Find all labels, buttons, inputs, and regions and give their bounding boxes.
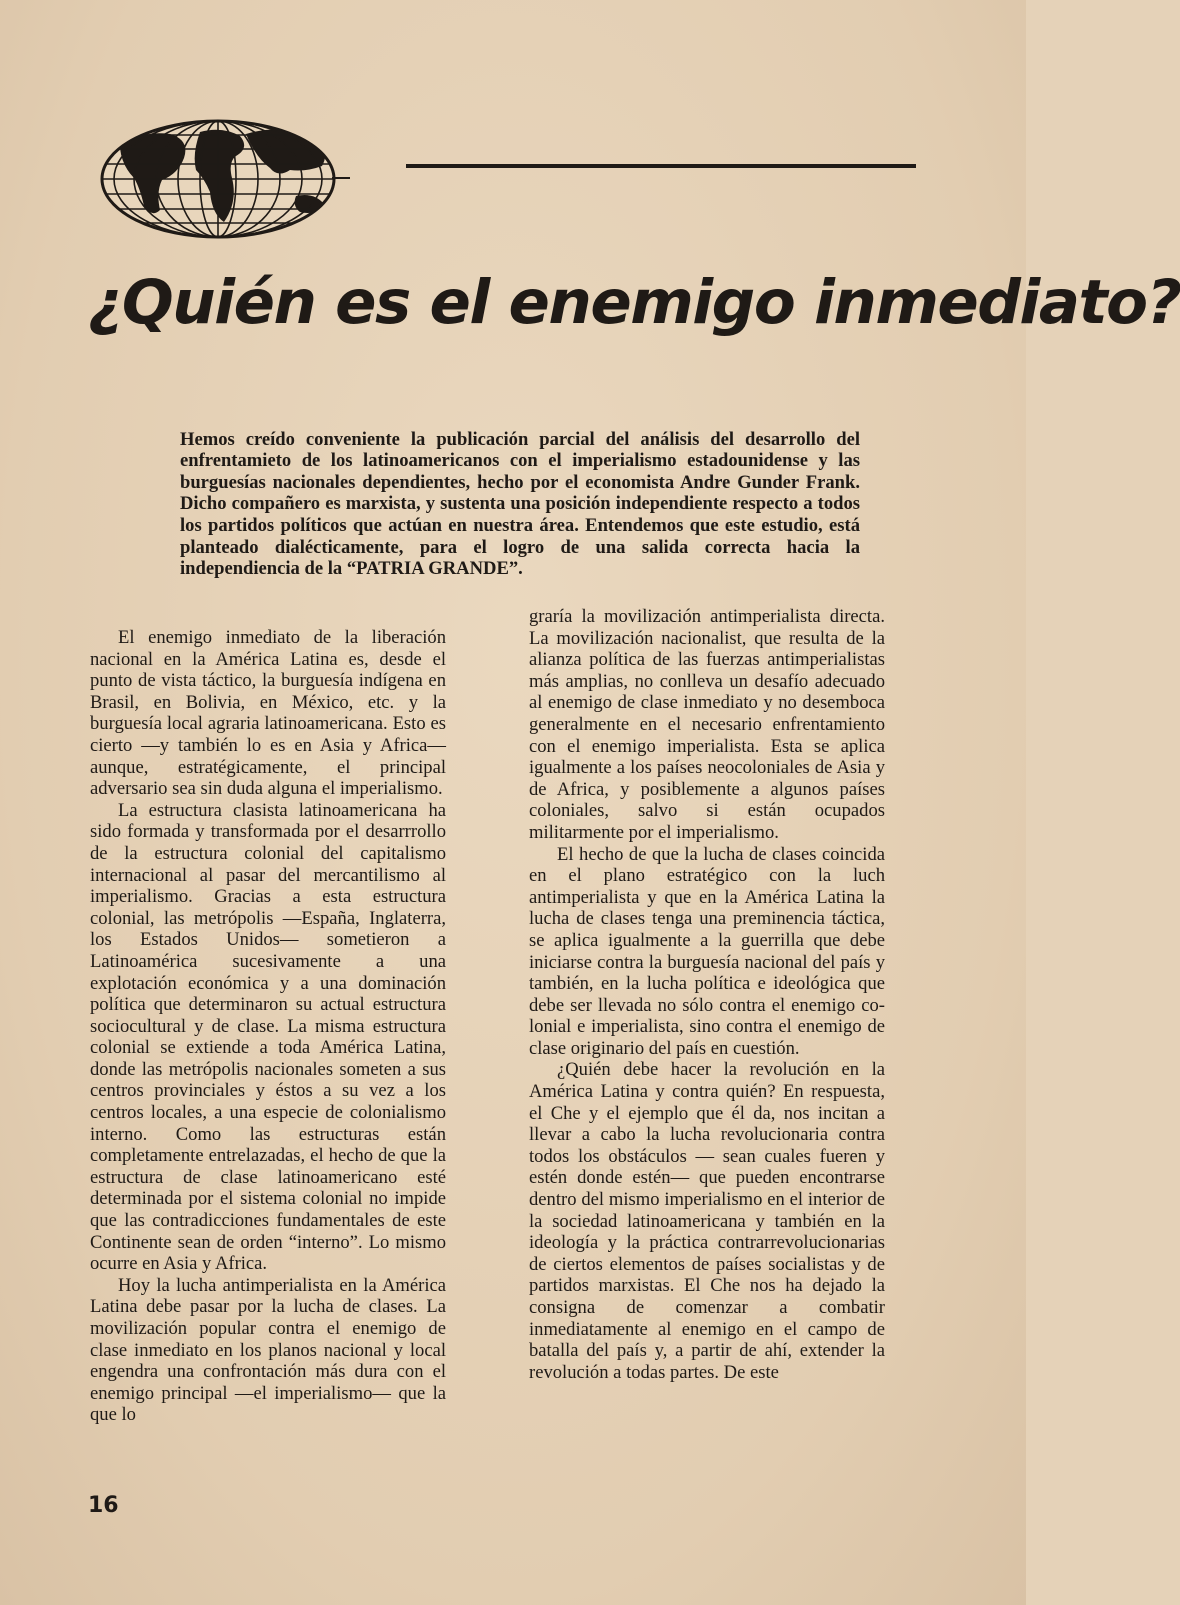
paragraph: graría la movilización antimperialista directa. La movilización nacionalist, que resulta de la alianza política de las fuerzas antimperialistas más amplias, no conlleva un desafío adecuado al enemigo de clase inmediato y no desemboca generalmente en el necesario enfrentamiento con el enemigo imperialista. Esta se aplica igualmente a los países neocoloniales de Asia y de Africa, y posiblemente a algunos países coloniales, salvo si están ocupados militarmente por el imperialismo. [529, 606, 885, 843]
paragraph: Hoy la lucha antimperialista en la América Latina debe pasar por la lucha de clases. La movilización popular contra el enemigo de clase inmediato en los planos nacional y local engendra una confrontación más dura con el enemigo principal —el imperialismo— que la que lo [90, 1274, 446, 1426]
left-column [90, 627, 446, 1426]
header-rule [406, 164, 916, 168]
article-intro: Hemos creído conveniente la publicación parcial del análisis del desarrollo del enfrentamieto de los latinoamericanos con el imperialismo estadounidense y las burguesías nacionales dependientes, hecho por el economista Andre Gunder Frank. Dicho compañero es marxista, y sustenta una posición independiente respecto a todos los partidos políticos que actúan en nuestra área. Entendemos que este estudio, está planteado dialécticamente, para el logro de una salida correcta hacia la independiencia de la “PATRIA GRANDE”. [180, 428, 860, 580]
right-column [529, 606, 885, 1383]
world-globe-icon [100, 118, 350, 240]
page-number: 16 [88, 1493, 119, 1518]
paragraph: El enemigo inmediato de la liberación nacional en la América Latina es, desde el punto de vista táctico, la burguesía indígena en Brasil, en Bolivia, en México, etc. y la burguesía local agraria latinoamericana. Esto es cierto —y también lo es en Asia y Africa— aunque, estratégicamente, el principal adversario sea sin duda alguna el imperialismo. [90, 627, 446, 800]
paragraph: ¿Quién debe hacer la revolución en la América Latina y contra quién? En respuesta, el Che y el ejemplo que él da, nos incitan a llevar a cabo la lucha revolucionaria contra todos los obstáculos — sean cuales fueren y estén donde estén— que pueden encontrarse dentro del mismo imperialismo en el interior de la sociedad latinoamericana y también en la ideología y la práctica contrarrevolucionarias de ciertos elementos de países socialistas y de partidos marxistas. El Che nos ha dejado la consigna de comenzar a combatir inmediatamente al enemigo en el campo de batalla del país y, a partir de ahí, extender la revolución a todas partes. De este [529, 1059, 885, 1383]
paragraph: La estructura clasista latinoamericana ha sido formada y transformada por el desarrrollo de la estructura colonial del capitalismo internacional al pasar del mercantilismo al imperialismo. Gracias a esta estructura colonial, las metrópolis —España, Inglaterra, los Estados Unidos— sometieron a Latinoamérica sucesivamente a una explotación económica y a una dominación política que determinaron su actual estructura sociocultural y de clase. La misma estructura colonial se extiende a toda América Latina, donde las metrópolis nacionales someten a sus centros provinciales y éstos a su vez a los centros locales, a una especie de colonialismo interno. Como las estructuras están completamente entrelazadas, el hecho de que la estructura de clase latinoamericano esté determinada por el sistema colonial no impide que las contradicciones fundamentales de este Continente sean de orden “interno”. Lo mismo ocurre en Asia y Africa. [90, 799, 446, 1275]
paragraph: El hecho de que la lucha de clases coincida en el plano estratégico con la luch antimperialista y que en la América Latina la lucha de clases tenga una preminencia táctica, se aplica igualmente a la guerrilla que debe iniciarse contra la burguesía nacional del país y también, en la lucha política e ideológica que debe ser llevada no sólo contra el enemigo colonial e imperialista, sino contra el enemigo de clase originario del país en cuestión. [529, 843, 885, 1059]
article-title: ¿Quién es el enemigo inmediato? [88, 267, 1180, 338]
